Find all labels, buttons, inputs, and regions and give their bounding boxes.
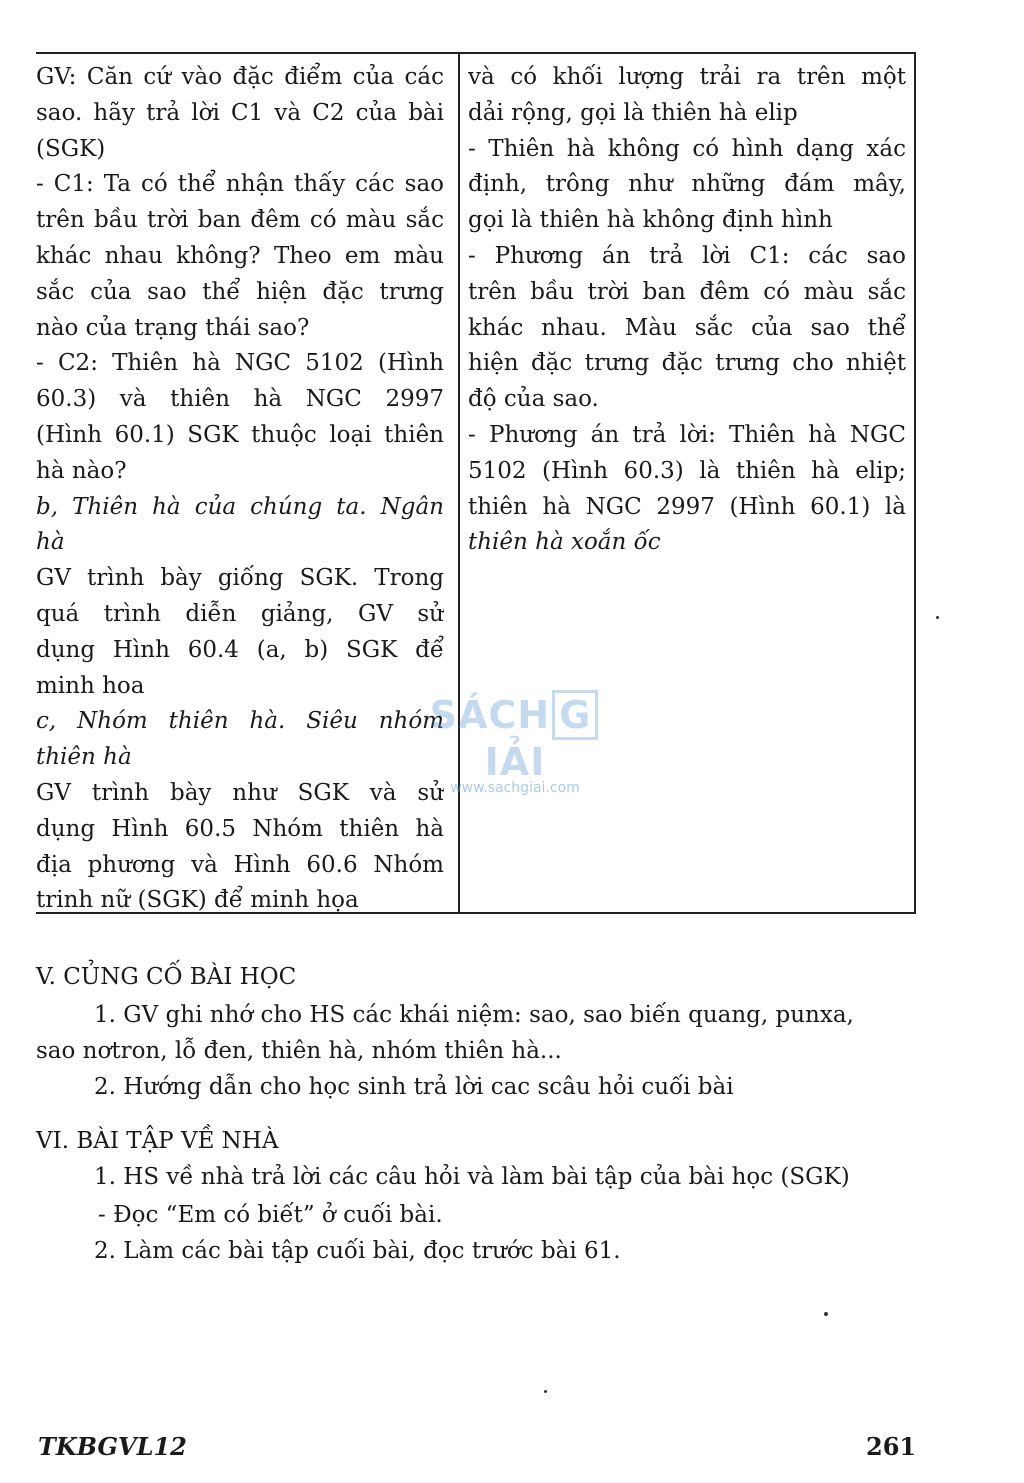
left-line: minh hoa — [36, 672, 145, 699]
left-line: quá trình diễn giảng, GV sử — [36, 600, 444, 627]
left-line: hà nào? — [36, 457, 127, 484]
left-line: c, Nhóm thiên hà. Siêu nhóm — [36, 708, 444, 735]
book-code: TKBGVL12 — [38, 1432, 187, 1461]
left-line: GV: Căn cứ vào đặc điểm của các — [36, 64, 444, 90]
left-line: sao. hãy trả lời C1 và C2 của bài — [36, 99, 444, 126]
left-line: 60.3) và thiên hà NGC 2997 — [36, 386, 444, 413]
right-line: 5102 (Hình 60.3) là thiên hà elip; — [468, 457, 906, 484]
right-line: và có khối lượng trải ra trên một — [468, 64, 906, 90]
left-line: hà — [36, 529, 65, 556]
left-line: (Hình 60.1) SGK thuộc loại thiên — [36, 421, 444, 448]
section-v-heading: V. CỦNG CỐ BÀI HỌC — [36, 964, 297, 990]
section-vi-item-2: 2. Làm các bài tập cuối bài, đọc trước bài 61. — [94, 1238, 621, 1264]
right-line: trên bầu trời ban đêm có màu sắc — [468, 278, 906, 305]
content-column — [468, 60, 906, 561]
left-line: - C1: Ta có thể nhận thấy các sao — [36, 171, 444, 198]
left-line: thiên hà — [36, 744, 132, 771]
left-line: sắc của sao thể hiện đặc trưng — [36, 278, 444, 305]
left-line: - C2: Thiên hà NGC 5102 (Hình — [36, 350, 444, 377]
right-line: - Phương án trả lời C1: các sao — [468, 242, 906, 269]
teacher-activity-column — [36, 60, 444, 919]
section-v-item-1: 1. GV ghi nhớ cho HS các khái niệm: sao, sao biến quang, punxa, — [94, 1002, 854, 1028]
right-line: khác nhau. Màu sắc của sao thể — [468, 314, 906, 341]
watermark-logo: SÁCH GIẢI www.sachgiai.com — [410, 690, 620, 796]
right-line: gọi là thiên hà không định hình — [468, 207, 833, 234]
page-number: 261 — [866, 1432, 917, 1461]
left-line: trinh nữ (SGK) để minh họa — [36, 887, 359, 914]
right-line: - Thiên hà không có hình dạng xác — [468, 135, 906, 162]
left-line: dụng Hình 60.4 (a, b) SGK để — [36, 636, 444, 663]
right-line: dải rộng, gọi là thiên hà elip — [468, 99, 798, 126]
right-line: - Phương án trả lời: Thiên hà NGC — [468, 421, 906, 448]
section-vi-item-1: 1. HS về nhà trả lời các câu hỏi và làm bài tập của bài học (SGK) — [94, 1164, 850, 1190]
left-line: dụng Hình 60.5 Nhóm thiên hà — [36, 815, 444, 842]
scan-speck — [936, 616, 939, 619]
left-line: trên bầu trời ban đêm có màu sắc — [36, 207, 444, 234]
left-line: địa phương và Hình 60.6 Nhóm — [36, 851, 444, 878]
right-line: độ của sao. — [468, 386, 599, 413]
section-v-item-1-cont: sao nơtron, lỗ đen, thiên hà, nhóm thiên hà... — [36, 1038, 562, 1064]
scan-speck — [824, 1312, 828, 1316]
left-line: b, Thiên hà của chúng ta. Ngân — [36, 493, 444, 520]
section-vi-heading: VI. BÀI TẬP VỀ NHÀ — [36, 1128, 279, 1154]
scan-speck — [544, 1390, 547, 1393]
column-divider — [458, 54, 460, 912]
left-line: khác nhau không? Theo em màu — [36, 242, 444, 269]
watermark-url: www.sachgiai.com — [450, 780, 580, 796]
section-v-item-2: 2. Hướng dẫn cho học sinh trả lời cac scâu hỏi cuối bài — [94, 1074, 734, 1100]
section-vi-item-1-cont: - Đọc “Em có biết” ở cuối bài. — [98, 1202, 443, 1228]
right-line: định, trông như những đám mây, — [468, 171, 906, 198]
right-line: thiên hà xoắn ốc — [468, 529, 661, 556]
left-line: (SGK) — [36, 135, 106, 162]
left-line: nào của trạng thái sao? — [36, 314, 310, 341]
right-line: thiên hà NGC 2997 (Hình 60.1) là — [468, 493, 906, 520]
left-line: GV trình bày như SGK và sử — [36, 779, 444, 806]
right-line: hiện đặc trưng đặc trưng cho nhiệt — [468, 350, 906, 377]
content-table — [36, 52, 916, 914]
left-line: GV trình bày giống SGK. Trong — [36, 565, 444, 592]
